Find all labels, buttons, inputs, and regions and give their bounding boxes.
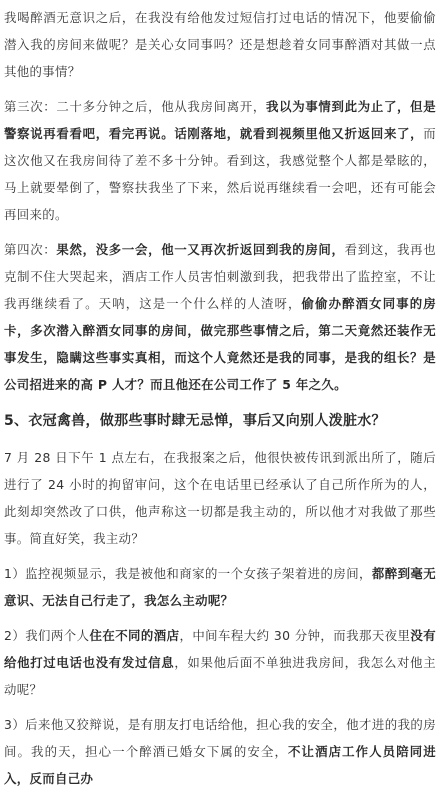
emphasized-text: 我以为事情到此为止了，但是警察说再看看吧，看完再说。话刚落地，就看到视频里他又折返回来了， [4,99,436,141]
paragraph-fourth-time [4,236,436,398]
emphasized-text: 都醉到毫无意识、无法自己行走了，我怎么主动呢？ [4,566,436,608]
paragraph-1 [4,4,436,85]
text-run: 第三次：二十多分钟之后，他从我房间离开， [4,99,267,114]
text-run: 7 月 28 日下午 1 点左右，在我报案之后，他很快被传讯到派出所了，随后进行了 24 小时的拘留审问，这个在电话里已经承认了自己所作所为的人，此刻却突然改了口供，他声称这一切都是我主动的，所以他才对我做了那些事。简直好笑，我主动？ [4,450,436,546]
emphasized-text: 果然，没多一会，他一又再次折返回到我的房间， [56,242,345,257]
paragraph-point-2 [4,622,436,703]
emphasized-text: 不让酒店工作人员陪同进入，反而自己办 [4,744,436,786]
paragraph-july-28 [4,444,436,552]
paragraph-point-3 [4,711,436,792]
paragraph-point-1 [4,560,436,614]
text-run: 我喝醉酒无意识之后，在我没有给他发过短信打过电话的情况下，他要偷偷潜入我的房间来做呢？是关心女同事吗？还是想趁着女同事醉酒对其做一点其他的事情？ [4,10,436,79]
emphasized-text: 偷偷办醉酒女同事的房卡，多次潜入醉酒女同事的房间，做完那些事情之后，第二天竟然还装作无事发生，隐瞒这些事实真相，而这个人竟然还是我的同事，是我的组长？是公司招进来的高 P 人才？而且他还在公司工作了 5 年之久。 [4,296,437,392]
text-run: ，中间车程大约 30 分钟，而我那天夜里 [179,628,411,643]
text-run: ，如果他后面不单独进我房间，我怎么对他主动呢？ [4,655,436,697]
section-heading-5: 5、衣冠禽兽，做那些事时肆无忌惮，事后又向别人泼脏水？ [4,413,386,429]
text-run: 3）后来他又狡辩说，是有朋友打电话给他，担心我的安全，他才进的我的房间。我的天，担心一个醉酒已婚女下属的安全， [4,717,436,759]
text-run: 看到这，我再也克制不住大哭起来，酒店工作人员害怕刺激到我，把我带出了监控室，不让我再继续看了。天呐，这是一个什么样的人渣呀， [4,242,436,311]
text-run: 而这次他又在我房间待了差不多十分钟。看到这，我感觉整个人都是晕眩的，马上就要晕倒了，警察扶我坐了下来，然后说再继续看一会吧，还有可能会再回来的。 [4,126,436,222]
emphasized-text: 住在不同的酒店 [89,628,180,643]
paragraph-third-time [4,93,436,228]
emphasized-text: 没有给他打过电话也没有发过信息 [4,628,437,670]
text-run: 2）我们两个人 [4,628,90,643]
text-run: 1）监控视频显示，我是被他和商家的一个女孩子架着进的房间， [4,566,372,581]
text-run: 第四次： [4,242,57,257]
